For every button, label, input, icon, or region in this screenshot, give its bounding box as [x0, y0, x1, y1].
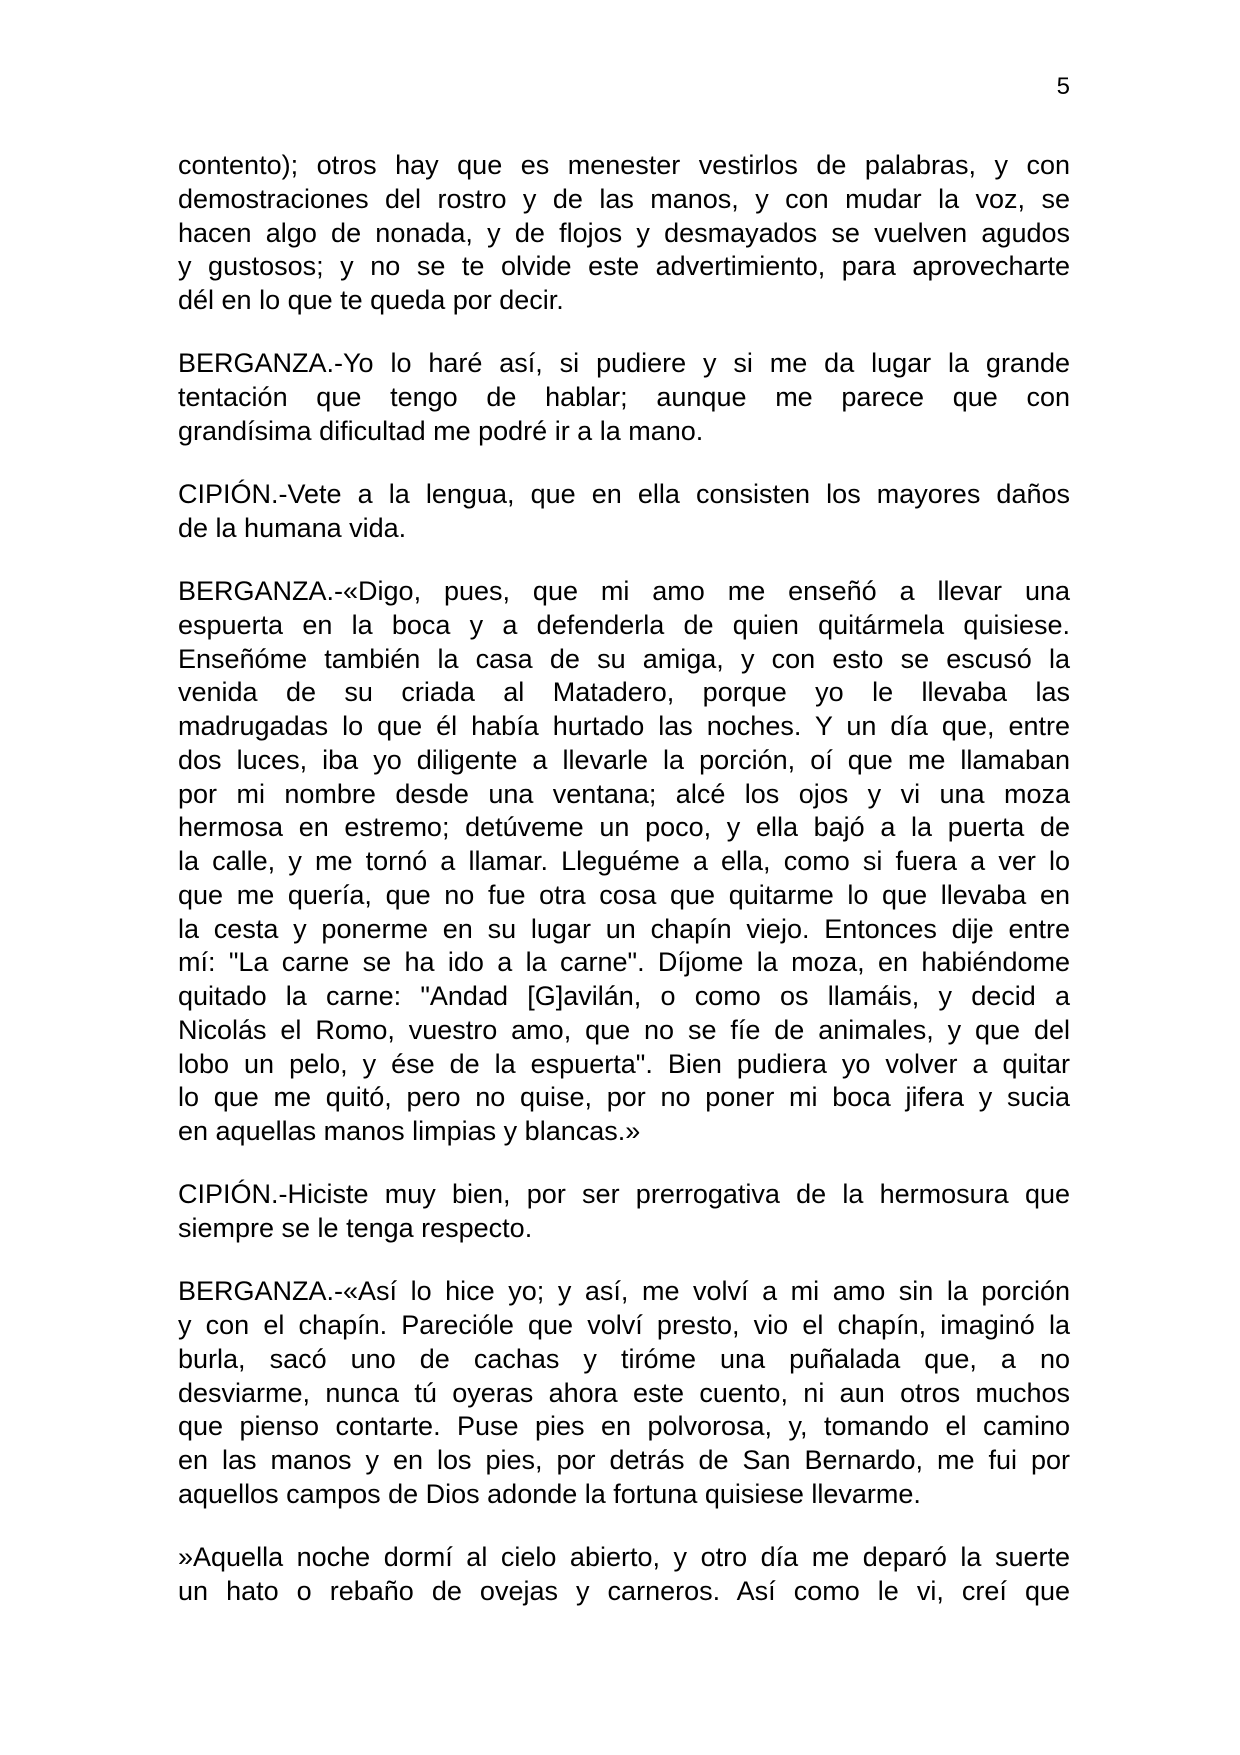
- text-line: y gustosos; y no se te olvide este advertimiento, para aprovecharte: [178, 251, 1070, 282]
- text-line: BERGANZA.-Yo lo haré así, si pudiere y si me da lugar la grande: [178, 348, 1070, 379]
- paragraph: [178, 149, 1070, 318]
- text-line: siempre se le tenga respecto.: [178, 1213, 533, 1243]
- paragraph: [178, 347, 1070, 448]
- text-line: quitado la carne: "Andad [G]avilán, o como os llamáis, y decid a: [178, 981, 1070, 1011]
- text-line: dél en lo que te queda por decir.: [178, 285, 564, 315]
- text-line: la cesta y ponerme en su lugar un chapín viejo. Entonces dije entre: [178, 913, 1070, 944]
- text-line: en las manos y en los pies, por detrás de San Bernardo, me fui por: [178, 1445, 1070, 1475]
- page-number: 5: [1056, 73, 1070, 100]
- paragraph: [178, 1541, 1070, 1609]
- text-line: de la humana vida.: [178, 512, 407, 543]
- text-line: un hato o rebaño de ovejas y carneros. Así como le vi, creí que: [178, 1575, 1070, 1606]
- text-line: »Aquella noche dormí al cielo abierto, y otro día me deparó la suerte: [178, 1542, 1070, 1572]
- text-line: en aquellas manos limpias y blancas.»: [178, 1116, 641, 1146]
- paragraph: [178, 1178, 1070, 1246]
- text-line: que pienso contarte. Puse pies en polvorosa, y, tomando el camino: [178, 1411, 1070, 1442]
- paragraph: [178, 1275, 1070, 1511]
- text-line: BERGANZA.-«Digo, pues, que mi amo me enseñó a llevar una: [178, 576, 1070, 606]
- text-line: demostraciones del rostro y de las manos, y con mudar la voz, se: [178, 183, 1070, 214]
- text-line: Enseñóme también la casa de su amiga, y con esto se escusó la: [178, 643, 1070, 674]
- text-line: venida de su criada al Matadero, porque yo le llevaba las: [178, 677, 1070, 708]
- text-line: lobo un pelo, y ése de la espuerta". Bien pudiera yo volver a quitar: [178, 1048, 1070, 1079]
- text-line: CIPIÓN.-Hiciste muy bien, por ser prerrogativa de la hermosura que: [178, 1179, 1070, 1210]
- text-line: hermosa en estremo; detúveme un poco, y ella bajó a la puerta de: [178, 812, 1070, 843]
- text-line: hacen algo de nonada, y de flojos y desmayados se vuelven agudos: [178, 217, 1070, 248]
- text-line: burla, sacó uno de cachas y tiróme una puñalada que, a no: [178, 1343, 1070, 1374]
- text-line: BERGANZA.-«Así lo hice yo; y así, me volví a mi amo sin la porción: [178, 1276, 1070, 1307]
- body-text: [178, 149, 1070, 1638]
- text-line: desviarme, nunca tú oyeras ahora este cuento, ni aun otros muchos: [178, 1377, 1070, 1408]
- text-line: tentación que tengo de hablar; aunque me parece que con: [178, 382, 1070, 412]
- text-line: que me quería, que no fue otra cosa que quitarme lo que llevaba en: [178, 879, 1070, 910]
- text-line: dos luces, iba yo diligente a llevarle la porción, oí que me llamaban: [178, 744, 1070, 775]
- text-line: CIPIÓN.-Vete a la lengua, que en ella consisten los mayores daños: [178, 479, 1070, 509]
- text-line: mí: "La carne se ha ido a la carne". Díjome la moza, en habiéndome: [178, 947, 1070, 978]
- text-line: espuerta en la boca y a defenderla de quien quitármela quisiese.: [178, 609, 1070, 640]
- paragraph: [178, 478, 1070, 546]
- text-line: por mi nombre desde una ventana; alcé los ojos y vi una moza: [178, 778, 1070, 809]
- text-line: contento); otros hay que es menester vestirlos de palabras, y con: [178, 150, 1070, 180]
- text-line: madrugadas lo que él había hurtado las noches. Y un día que, entre: [178, 711, 1070, 741]
- text-line: la calle, y me tornó a llamar. Lleguéme a ella, como si fuera a ver lo: [178, 846, 1070, 876]
- text-line: grandísima dificultad me podré ir a la mano.: [178, 415, 704, 446]
- text-line: aquellos campos de Dios adonde la fortuna quisiese llevarme.: [178, 1478, 921, 1509]
- text-line: y con el chapín. Parecióle que volví presto, vio el chapín, imaginó la: [178, 1310, 1070, 1340]
- text-line: Nicolás el Romo, vuestro amo, que no se fíe de animales, y que del: [178, 1014, 1070, 1045]
- text-line: lo que me quitó, pero no quise, por no poner mi boca jifera y sucia: [178, 1082, 1070, 1113]
- paragraph: [178, 575, 1070, 1149]
